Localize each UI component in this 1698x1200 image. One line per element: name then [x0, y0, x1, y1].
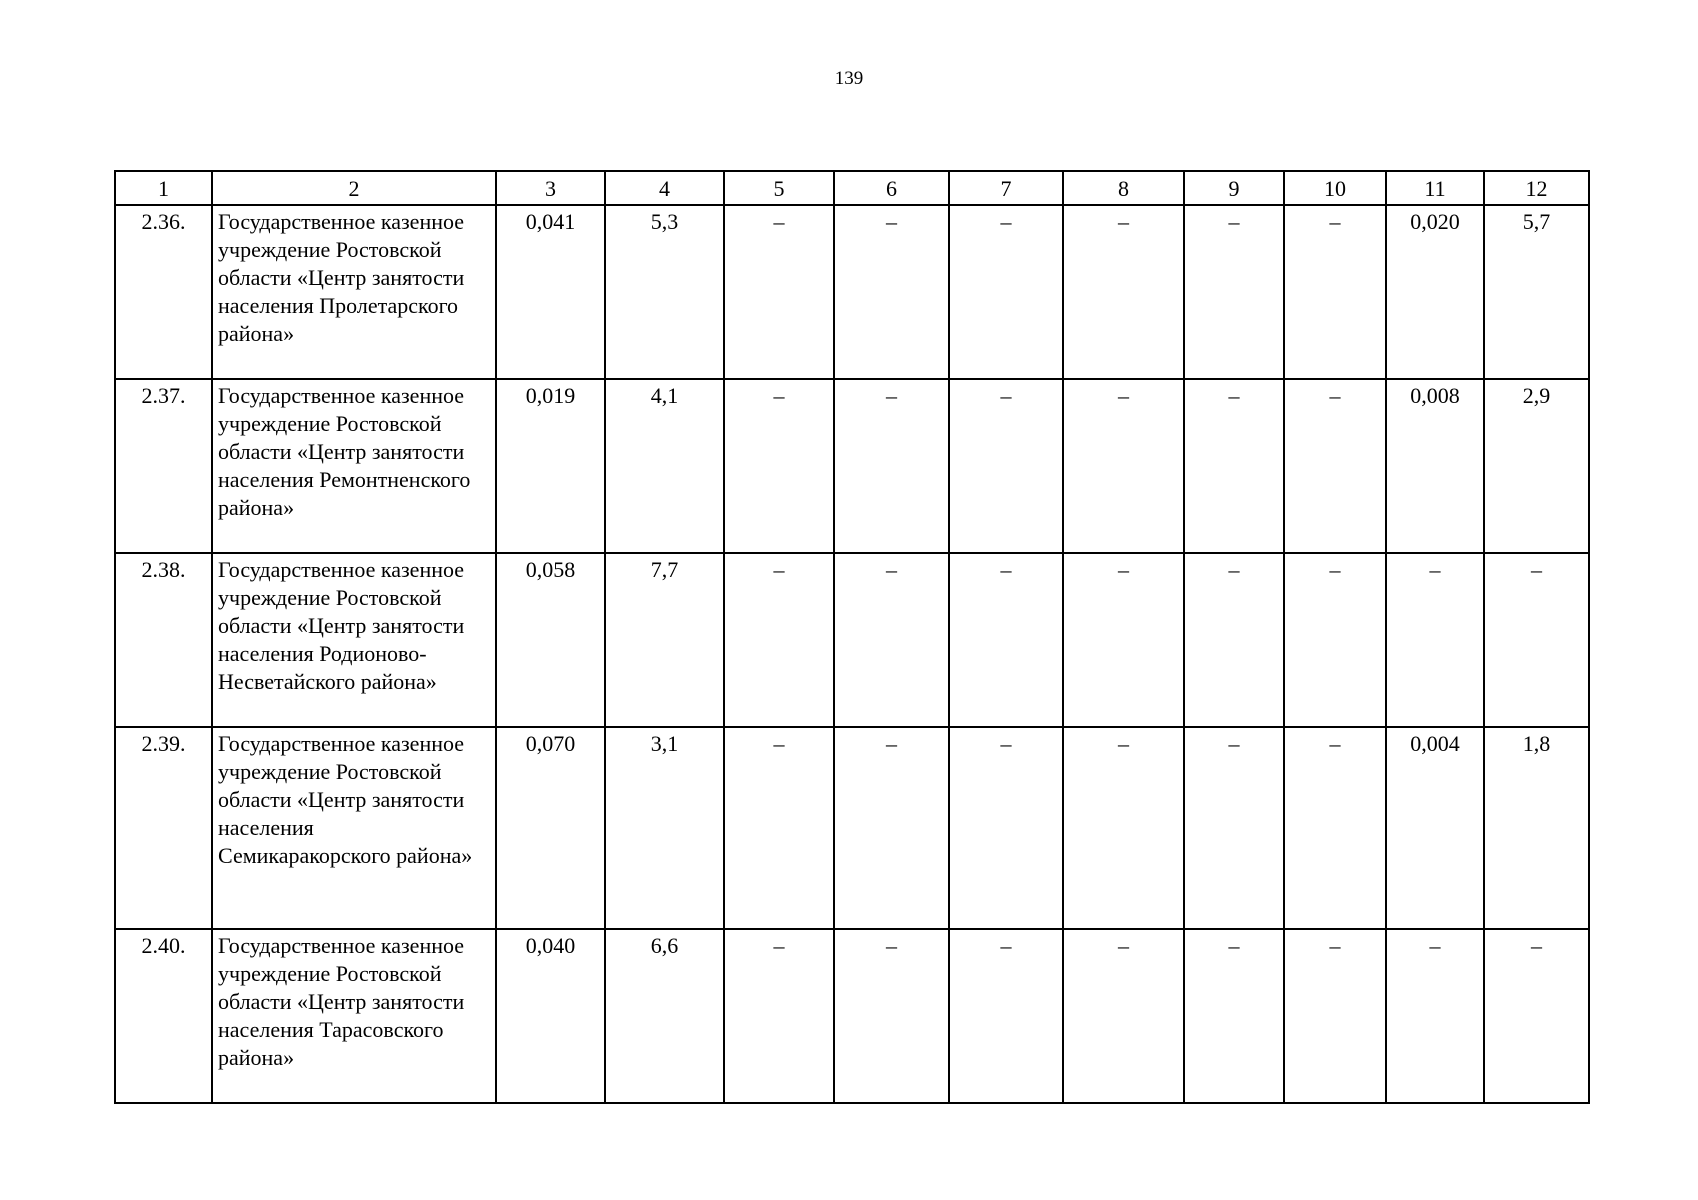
table-cell: – [724, 379, 834, 553]
column-header: 5 [724, 171, 834, 205]
table-cell: 4,1 [605, 379, 724, 553]
institution-name: Государственное казенное учреждение Ростовской области «Центр занятости населения Ремонтненского района» [212, 379, 496, 553]
table-cell: 0,020 [1386, 205, 1484, 379]
table-cell: – [1184, 205, 1284, 379]
table-cell: – [1284, 205, 1386, 379]
table-cell: – [1063, 727, 1184, 929]
table-row [115, 379, 1589, 553]
table-cell: – [1284, 553, 1386, 727]
table-cell: – [1484, 553, 1589, 727]
table-cell: – [1284, 929, 1386, 1103]
column-header: 3 [496, 171, 605, 205]
table-cell: – [1484, 929, 1589, 1103]
column-header: 1 [115, 171, 212, 205]
table-cell: – [949, 553, 1063, 727]
table-cell: 0,041 [496, 205, 605, 379]
table-cell: – [724, 553, 834, 727]
table-cell: – [1063, 379, 1184, 553]
table-cell: 5,3 [605, 205, 724, 379]
institution-name: Государственное казенное учреждение Ростовской области «Центр занятости населения Пролетарского района» [212, 205, 496, 379]
table-cell: – [1184, 727, 1284, 929]
table-header-row [115, 171, 1589, 205]
table-cell: – [1063, 929, 1184, 1103]
table-cell: – [949, 929, 1063, 1103]
table-cell: – [724, 205, 834, 379]
column-header: 2 [212, 171, 496, 205]
table-cell: – [949, 205, 1063, 379]
table-cell: 0,004 [1386, 727, 1484, 929]
column-header: 4 [605, 171, 724, 205]
table-cell: 7,7 [605, 553, 724, 727]
institution-name: Государственное казенное учреждение Ростовской области «Центр занятости населения Тарасовского района» [212, 929, 496, 1103]
table-cell: – [1284, 727, 1386, 929]
table-cell: 2,9 [1484, 379, 1589, 553]
table-cell: – [1063, 553, 1184, 727]
table-cell: – [1184, 929, 1284, 1103]
column-header: 7 [949, 171, 1063, 205]
table-cell: 0,070 [496, 727, 605, 929]
table-cell: – [834, 379, 949, 553]
table-cell: 0,058 [496, 553, 605, 727]
table-cell: 0,019 [496, 379, 605, 553]
table-cell: – [834, 205, 949, 379]
institution-name: Государственное казенное учреждение Ростовской области «Центр занятости населения Родионово-Несветайского района» [212, 553, 496, 727]
table-cell: 6,6 [605, 929, 724, 1103]
table-cell: – [1386, 929, 1484, 1103]
table-row [115, 727, 1589, 929]
table-cell: – [834, 727, 949, 929]
row-number: 2.38. [115, 553, 212, 727]
data-table [114, 170, 1590, 1104]
table-cell: – [1386, 553, 1484, 727]
table-cell: 0,008 [1386, 379, 1484, 553]
table-row [115, 929, 1589, 1103]
row-number: 2.36. [115, 205, 212, 379]
column-header: 12 [1484, 171, 1589, 205]
table-cell: 1,8 [1484, 727, 1589, 929]
table-row [115, 553, 1589, 727]
table-row [115, 205, 1589, 379]
column-header: 10 [1284, 171, 1386, 205]
row-number: 2.39. [115, 727, 212, 929]
table-cell: – [724, 929, 834, 1103]
table-cell: – [834, 553, 949, 727]
table-cell: 5,7 [1484, 205, 1589, 379]
table-cell: – [724, 727, 834, 929]
column-header: 8 [1063, 171, 1184, 205]
table-cell: – [1184, 379, 1284, 553]
row-number: 2.37. [115, 379, 212, 553]
institution-name: Государственное казенное учреждение Ростовской области «Центр занятости населения Семикаракорского района» [212, 727, 496, 929]
page-number: 139 [834, 68, 864, 89]
table-cell: – [949, 727, 1063, 929]
table-cell: – [1063, 205, 1184, 379]
table-cell: 0,040 [496, 929, 605, 1103]
column-header: 6 [834, 171, 949, 205]
table-cell: – [1284, 379, 1386, 553]
row-number: 2.40. [115, 929, 212, 1103]
table-cell: – [949, 379, 1063, 553]
table-cell: – [1184, 553, 1284, 727]
column-header: 11 [1386, 171, 1484, 205]
table-cell: 3,1 [605, 727, 724, 929]
table-cell: – [834, 929, 949, 1103]
column-header: 9 [1184, 171, 1284, 205]
